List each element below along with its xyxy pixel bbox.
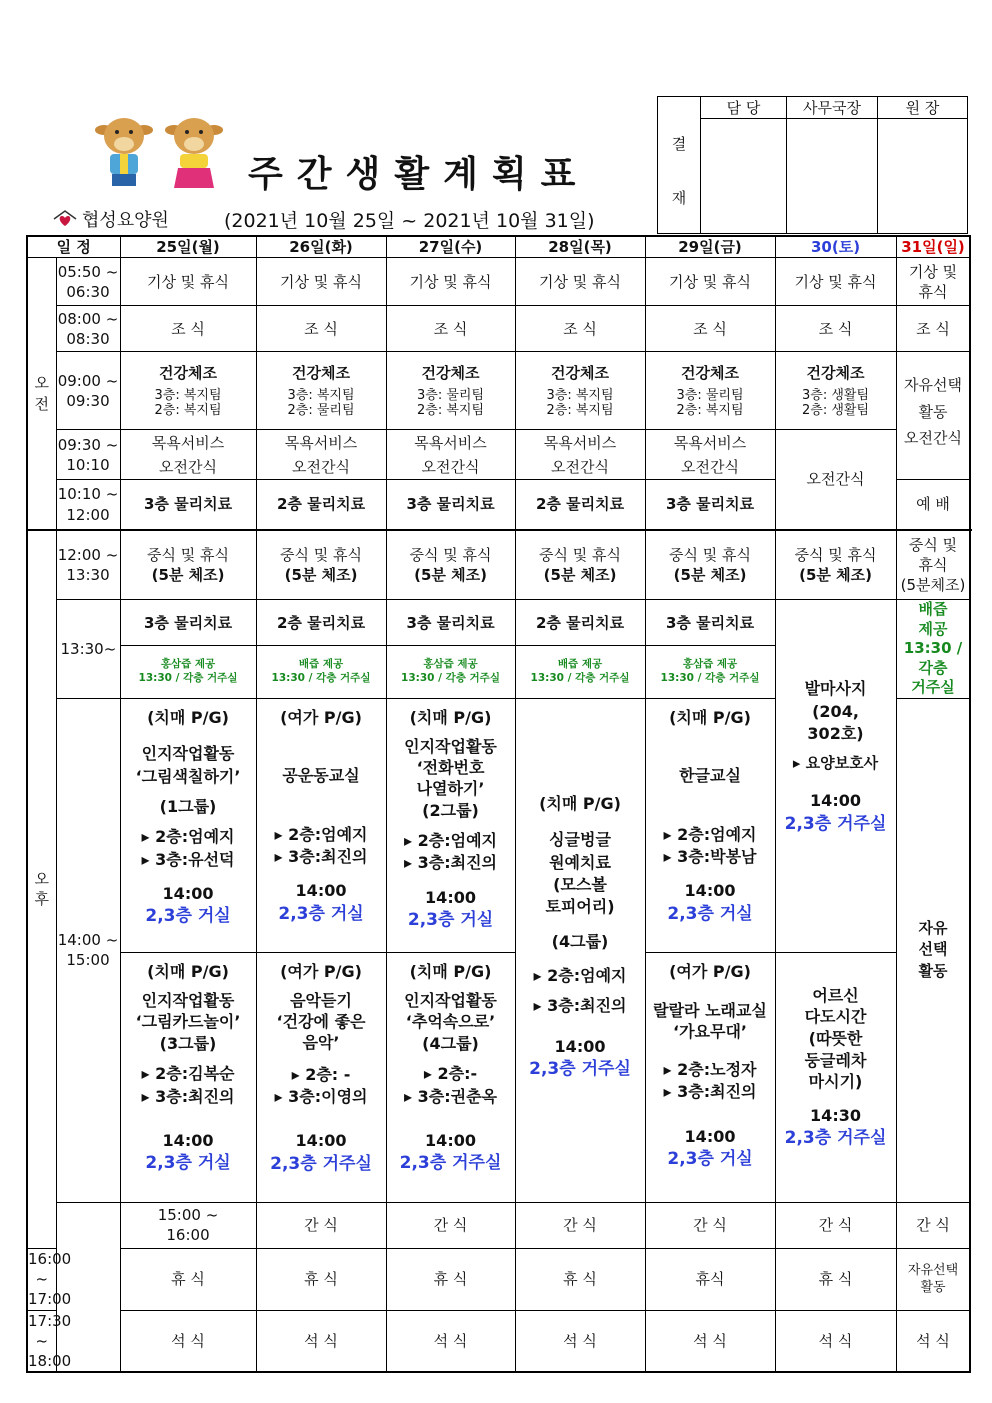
approval-label [658,97,701,234]
cell-program [645,952,775,1202]
program-place: 2,3층 거실 [407,910,494,931]
role-head: 원 장 [878,97,968,119]
cell-program [386,952,515,1202]
time-slot: 10:10 ~ 12:00 [56,480,120,530]
lunch-exercise: (5분 체조) [673,566,747,584]
lunch-label: 중식 및 휴식 [539,545,622,564]
cell-dinner: 석 식 [386,1310,515,1372]
cell-dinner: 석 식 [896,1310,970,1372]
cell-lunch [256,530,386,600]
exercise-teams: 3층: 복지팀 2층: 복지팀 [154,387,222,418]
program-name: 랄랄라 노래교실 ‘가요무대’ [653,1001,767,1041]
schedule-table [26,235,971,1373]
time-slot: 05:50 ~ 06:30 [56,258,120,306]
cell-bath [515,430,645,480]
program-place: 2,3층 거주실 [529,1059,631,1080]
lunch-exercise: (5분 체조) [414,566,487,584]
juice-place: 13:30 / 각층 거주실 [660,671,760,684]
exercise-title: 건강체조 [806,363,865,382]
program-staff-f3: ▸ 3층:박봉남 [663,846,757,866]
header-day-sun: 31일(일) [896,236,970,258]
cell-worship-sun: 예 배 [896,480,970,530]
juice-place: 13:30 / 각층 거주실 [138,671,238,684]
program-staff-f2: ▸ 2층: - [291,1064,351,1084]
cell-therapy: 3층 물리치료 [386,480,515,530]
program-name: 음악듣기 ‘건강에 좋은 음악’ [276,991,366,1052]
sign-slot-manager[interactable] [701,119,787,234]
lunch-label: 중식 및 휴식 [794,545,877,564]
program-group: (2그룹) [422,800,479,820]
cell-lunch [775,530,896,600]
cell-program [120,698,256,952]
exercise-teams: 3층: 물리팀 2층: 복지팀 [676,387,744,418]
program-time: 14:00 [684,881,736,901]
heart-house-icon [52,209,78,229]
header-schedule: 일 정 [27,236,120,258]
cell-breakfast: 조 식 [515,306,645,352]
program-staff-f2: ▸ 2층:- [423,1064,478,1084]
cell-exercise [120,352,256,430]
program-staff-f3: ▸ 3층:이영의 [274,1086,368,1106]
cell-snack: 간 식 [515,1202,645,1248]
approval-label-bottom: 재 [671,189,687,207]
page-title: 주간생활계획표 [248,154,590,195]
role-director: 사무국장 [787,97,878,119]
cell-bath [256,430,386,480]
program-group: (4그룹) [422,1033,479,1053]
program-name: 한글교실 [679,766,741,786]
cell-sat-tea [775,952,896,1202]
header-day-sat: 30(토) [775,236,896,258]
header-day-fri: 29일(금) [645,236,775,258]
cell-rest: 휴 식 [515,1248,645,1310]
cell-snack: 간 식 [256,1202,386,1248]
cell-snack: 간 식 [775,1202,896,1248]
program-group: (4그룹) [551,931,609,951]
juice-label: 홍삼즙 제공 [423,658,478,671]
time-slot: 13:30~ [56,600,120,699]
cell-therapy: 2층 물리치료 [515,600,645,646]
cell-breakfast: 조 식 [645,306,775,352]
period-pm-cont [56,1202,120,1372]
program-time: 14:00 [162,884,214,904]
cell-dinner: 석 식 [515,1310,645,1372]
role-manager: 담 당 [701,97,787,119]
time-slot: 08:00 ~ 08:30 [56,306,120,352]
period-am: 오 전 [27,258,56,530]
juice-place: 13:30 / 각층 거주실 [530,671,630,684]
exercise-teams: 3층: 생활팀 2층: 생활팀 [802,387,870,418]
cell-wake: 기상 및 휴식 [515,258,645,306]
massage-place: 2,3층 거주실 [784,813,887,834]
tea-place: 2,3층 거주실 [784,1128,887,1149]
cell-program [386,698,515,952]
program-time: 14:00 [554,1036,606,1056]
program-staff-f2: ▸ 2층:김복순 [141,1064,235,1084]
program-place: 2,3층 거실 [667,1148,753,1169]
exercise-teams: 3층: 복지팀 2층: 복지팀 [546,387,614,418]
cell-free-activity-sun: 자유선택 활동 오전간식 [896,352,970,480]
cell-rest: 휴 식 [386,1248,515,1310]
exercise-teams: 3층: 물리팀 2층: 복지팀 [417,387,485,418]
cell-free-activity-sun: 자유 선택 활동 [896,698,970,1202]
cell-bath [645,430,775,480]
cell-exercise [775,352,896,430]
bath-label: 목욕서비스 [543,433,617,452]
program-type: (여가 P/G) [669,961,751,981]
cell-lunch-sun: 중식 및 휴식 (5분체조) [896,530,970,600]
program-staff-f3: ▸ 3층:최진의 [141,1086,235,1106]
cell-therapy: 3층 물리치료 [645,480,775,530]
sign-slot-director[interactable] [787,119,878,234]
snack-label: 오전간식 [159,457,217,476]
cell-wake: 기상 및 휴식 [645,258,775,306]
program-staff-f2: ▸ 2층:엄예지 [274,824,368,844]
cell-lunch [515,530,645,600]
cell-exercise [645,352,775,430]
cell-juice [256,646,386,699]
cell-dinner: 석 식 [775,1310,896,1372]
cell-breakfast: 조 식 [896,306,970,352]
org-name: 협성요양원 [82,210,169,231]
program-time: 14:00 [425,1130,476,1150]
program-place: 2,3층 거실 [667,903,753,924]
cell-exercise [256,352,386,430]
cell-program [645,698,775,952]
cell-bath [120,430,256,480]
cell-wake: 기상 및 휴식 [120,258,256,306]
cell-exercise [386,352,515,430]
program-place: 2,3층 거실 [278,903,364,924]
time-slot: 12:00 ~ 13:30 [56,530,120,600]
cell-snack: 간 식 [386,1202,515,1248]
cell-therapy: 3층 물리치료 [645,600,775,646]
cell-program-thu [515,698,645,1202]
program-staff-f3: ▸ 3층:최진의 [533,996,627,1016]
header-day-tue: 26일(화) [256,236,386,258]
snack-label: 오전간식 [551,457,609,476]
cell-wake-sun: 기상 및 휴식 [896,258,970,306]
program-staff-f3: ▸ 3층:유선덕 [141,849,235,869]
period-pm: 오 후 [27,530,56,1249]
juice-label: 홍삼즙 제공 [160,658,216,671]
lunch-label: 중식 및 휴식 [669,545,752,564]
program-staff-f2: ▸ 2층:엄예지 [663,824,757,844]
cell-lunch [386,530,515,600]
lunch-exercise: (5분 체조) [543,566,617,584]
cell-wake: 기상 및 휴식 [386,258,515,306]
program-staff-f3: ▸ 3층:최진의 [404,853,497,873]
program-type: (치매 P/G) [409,961,492,981]
time-slot: 16:00 ~ 17:00 [28,1249,72,1309]
program-staff-f3: ▸ 3층:권춘옥 [404,1086,497,1106]
schedule-period: (2021년 10월 25일 ~ 2021년 10월 31일) [224,210,595,232]
cell-therapy: 2층 물리치료 [256,600,386,646]
tea-name: 어르신 다도시간 (따뜻한 둥글레차 마시기) [804,985,867,1092]
exercise-teams: 3층: 복지팀 2층: 물리팀 [287,387,355,418]
exercise-title: 건강체조 [159,363,217,382]
program-time: 14:00 [295,881,347,901]
program-type: (여가 P/G) [280,707,362,727]
cell-program [256,952,386,1202]
cell-rest: 휴 식 [120,1248,256,1310]
exercise-title: 건강체조 [681,363,739,382]
juice-place: 13:30 / 각층 거주실 [401,671,500,684]
snack-label: 오전간식 [681,457,739,476]
cell-breakfast: 조 식 [775,306,896,352]
approval-label-top: 결 [671,135,687,153]
cell-rest: 휴 식 [256,1248,386,1310]
massage-by: ▸ 요양보호사 [792,754,879,773]
program-name: 싱글벙글 원예치료 (모스볼 토피어리) [545,830,615,917]
program-staff-f2: ▸ 2층:엄예지 [533,966,627,986]
cell-juice [386,646,515,699]
time-slot: 17:30 ~ 18:00 [27,1310,56,1372]
cell-juice [645,646,775,699]
bath-label: 목욕서비스 [673,433,747,452]
lunch-label: 중식 및 휴식 [280,545,363,564]
juice-label: 배즙 제공 [298,658,344,671]
cell-juice [515,646,645,699]
bath-label: 목욕서비스 [414,433,487,452]
cell-wake: 기상 및 휴식 [775,258,896,306]
lunch-label: 중식 및 휴식 [409,545,492,564]
cell-snack: 간 식 [645,1202,775,1248]
cell-therapy: 2층 물리치료 [515,480,645,530]
lunch-label: 중식 및 휴식 [147,545,230,564]
program-type: (치매 P/G) [147,707,229,727]
program-name: 인지작업활동 ‘그림카드놀이’ [135,991,241,1031]
bath-label: 목욕서비스 [284,433,358,452]
program-staff-f3: ▸ 3층:최진의 [274,846,368,866]
cell-juice-sun: 배즙 제공 13:30 / 각층 거주실 [896,600,970,699]
juice-label: 배즙 제공 [557,658,603,671]
program-type: (여가 P/G) [280,961,362,981]
cell-wake: 기상 및 휴식 [256,258,386,306]
program-staff-f2: ▸ 2층:엄예지 [141,827,235,847]
header-day-wed: 27일(수) [386,236,515,258]
tea-time: 14:30 [810,1105,861,1125]
time-slot: 14:00 ~ 15:00 [56,698,120,1202]
snack-label: 오전간식 [421,457,480,476]
time-slot: 09:00 ~ 09:30 [56,352,120,430]
program-type: (치매 P/G) [669,707,751,727]
program-name: 인지작업활동 ‘전화번호 나열하기’ [404,737,497,798]
program-time: 14:00 [162,1130,214,1150]
lunch-exercise: (5분 체조) [284,566,358,584]
program-time: 14:00 [684,1126,736,1146]
program-name: 인지작업활동 ‘그림색칠하기’ [135,744,241,786]
program-type: (치매 P/G) [539,793,621,813]
cell-free-activity-sun: 자유선택 활동 [896,1248,970,1310]
program-time: 14:00 [425,887,476,907]
cell-bath [386,430,515,480]
program-name: 인지작업활동 ‘추억속으로’ [404,991,497,1031]
cell-therapy: 3층 물리치료 [120,480,256,530]
massage-time: 14:00 [810,791,861,811]
program-type: (치매 P/G) [147,961,229,981]
cell-exercise [515,352,645,430]
program-group: (3그룹) [159,1033,217,1053]
lunch-exercise: (5분 체조) [151,566,225,584]
cell-therapy: 2층 물리치료 [256,480,386,530]
cell-dinner: 석 식 [645,1310,775,1372]
bath-label: 목욕서비스 [151,433,225,452]
cell-program [256,698,386,952]
program-staff-f2: ▸ 2층:엄예지 [404,830,497,850]
lunch-exercise: (5분 체조) [799,566,872,584]
cell-breakfast: 조 식 [120,306,256,352]
exercise-title: 건강체조 [292,363,350,382]
program-place: 2,3층 거실 [145,906,231,927]
program-place: 2,3층 거실 [145,1153,231,1174]
time-slot: 09:30 ~ 10:10 [56,430,120,480]
approval-box [657,96,968,234]
program-group: (1그룹) [159,796,217,816]
cell-therapy: 3층 물리치료 [120,600,256,646]
header-day-mon: 25일(월) [120,236,256,258]
sign-slot-head[interactable] [878,119,968,234]
program-name: 공운동교실 [282,766,360,786]
exercise-title: 건강체조 [421,363,480,382]
exercise-title: 건강체조 [551,363,609,382]
cell-rest: 휴 식 [775,1248,896,1310]
org-label [52,206,169,232]
cell-dinner: 석 식 [256,1310,386,1372]
mascot-illustration [92,112,234,190]
program-place: 2,3층 거주실 [399,1153,502,1174]
time-slot: 15:00 ~ 16:00 [120,1202,256,1248]
header-day-thu: 28일(목) [515,236,645,258]
program-time: 14:00 [295,1131,347,1151]
program-type: (치매 P/G) [409,707,492,727]
snack-label: 오전간식 [292,457,350,476]
cell-breakfast: 조 식 [386,306,515,352]
cell-juice [120,646,256,699]
program-place: 2,3층 거주실 [270,1153,372,1174]
cell-snack: 간 식 [896,1202,970,1248]
cell-therapy: 3층 물리치료 [386,600,515,646]
juice-label: 홍삼즙 제공 [682,658,738,671]
program-staff-f2: ▸ 2층:노정자 [663,1059,757,1079]
cell-snack-sat: 오전간식 [775,430,896,530]
juice-place: 13:30 / 각층 거주실 [271,671,371,684]
cell-lunch [645,530,775,600]
cell-lunch [120,530,256,600]
cell-rest: 휴식 [645,1248,775,1310]
cell-breakfast: 조 식 [256,306,386,352]
cell-program [120,952,256,1202]
massage-name: 발마사지 (204, 302호) [804,679,867,744]
program-staff-f3: ▸ 3층:최진의 [663,1082,757,1102]
cell-dinner: 석 식 [120,1310,256,1372]
cell-sat-massage [775,600,896,953]
